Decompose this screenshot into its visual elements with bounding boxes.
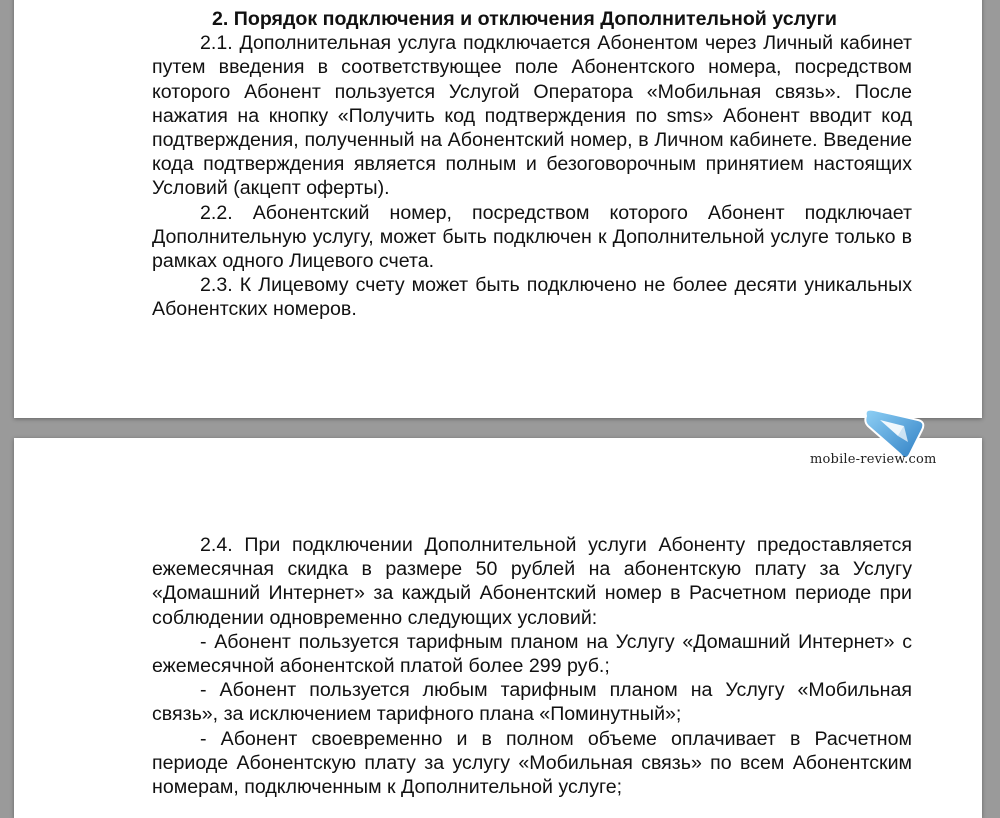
paragraph-2-2: 2.2. Абонентский номер, посредством которого Абонент подключает Дополнительную услугу, может быть подключен к Дополнительной услуге только в рамках одного Лицевого счета. — [152, 201, 912, 273]
paragraph-2-1: 2.1. Дополнительная услуга подключается Абонентом через Личный кабинет путем введения в соответствующее поле Абонентского номера, посредством которого Абонент пользуется Услугой Оператора «Мобильная связь». После нажатия на кнопку «Получить код подтверждения по sms» Абонент вводит код подтверждения, полученный на Абонентский номер, в Личном кабинете. Введение кода подтверждения является полным и безоговорочным принятием настоящих Условий (акцепт оферты). — [152, 32, 912, 200]
watermark-text: mobile-review.com — [810, 452, 937, 467]
paragraph-2-4: 2.4. При подключении Дополнительной услуги Абоненту предоставляется ежемесячная скидка в размере 50 рублей на абонентскую плату за Услугу «Домашний Интернет» за каждый Абонентский номер в Расчетном периоде при соблюдении одновременно следующих условий: — [152, 534, 912, 629]
section-heading: 2. Порядок подключения и отключения Дополнительной услуги — [212, 8, 837, 30]
condition-item-3: - Абонент своевременно и в полном объеме оплачивает в Расчетном периоде Абонентскую плату за услугу «Мобильная связь» по всем Абонентским номерам, подключенным к Дополнительной услуге; — [152, 727, 912, 799]
page-2-text — [152, 533, 912, 799]
page-1-text — [152, 7, 912, 322]
paragraph-2-3: 2.3. К Лицевому счету может быть подключено не более десяти уникальных Абонентских номеров. — [152, 274, 912, 321]
condition-item-2: - Абонент пользуется любым тарифным планом на Услугу «Мобильная связь», за исключением тарифного плана «Поминутный»; — [152, 679, 912, 726]
condition-item-1: - Абонент пользуется тарифным планом на Услугу «Домашний Интернет» с ежемесячной абонентской платой более 299 руб.; — [152, 630, 912, 678]
document-page-2 — [14, 438, 982, 818]
document-page-1 — [14, 0, 982, 418]
